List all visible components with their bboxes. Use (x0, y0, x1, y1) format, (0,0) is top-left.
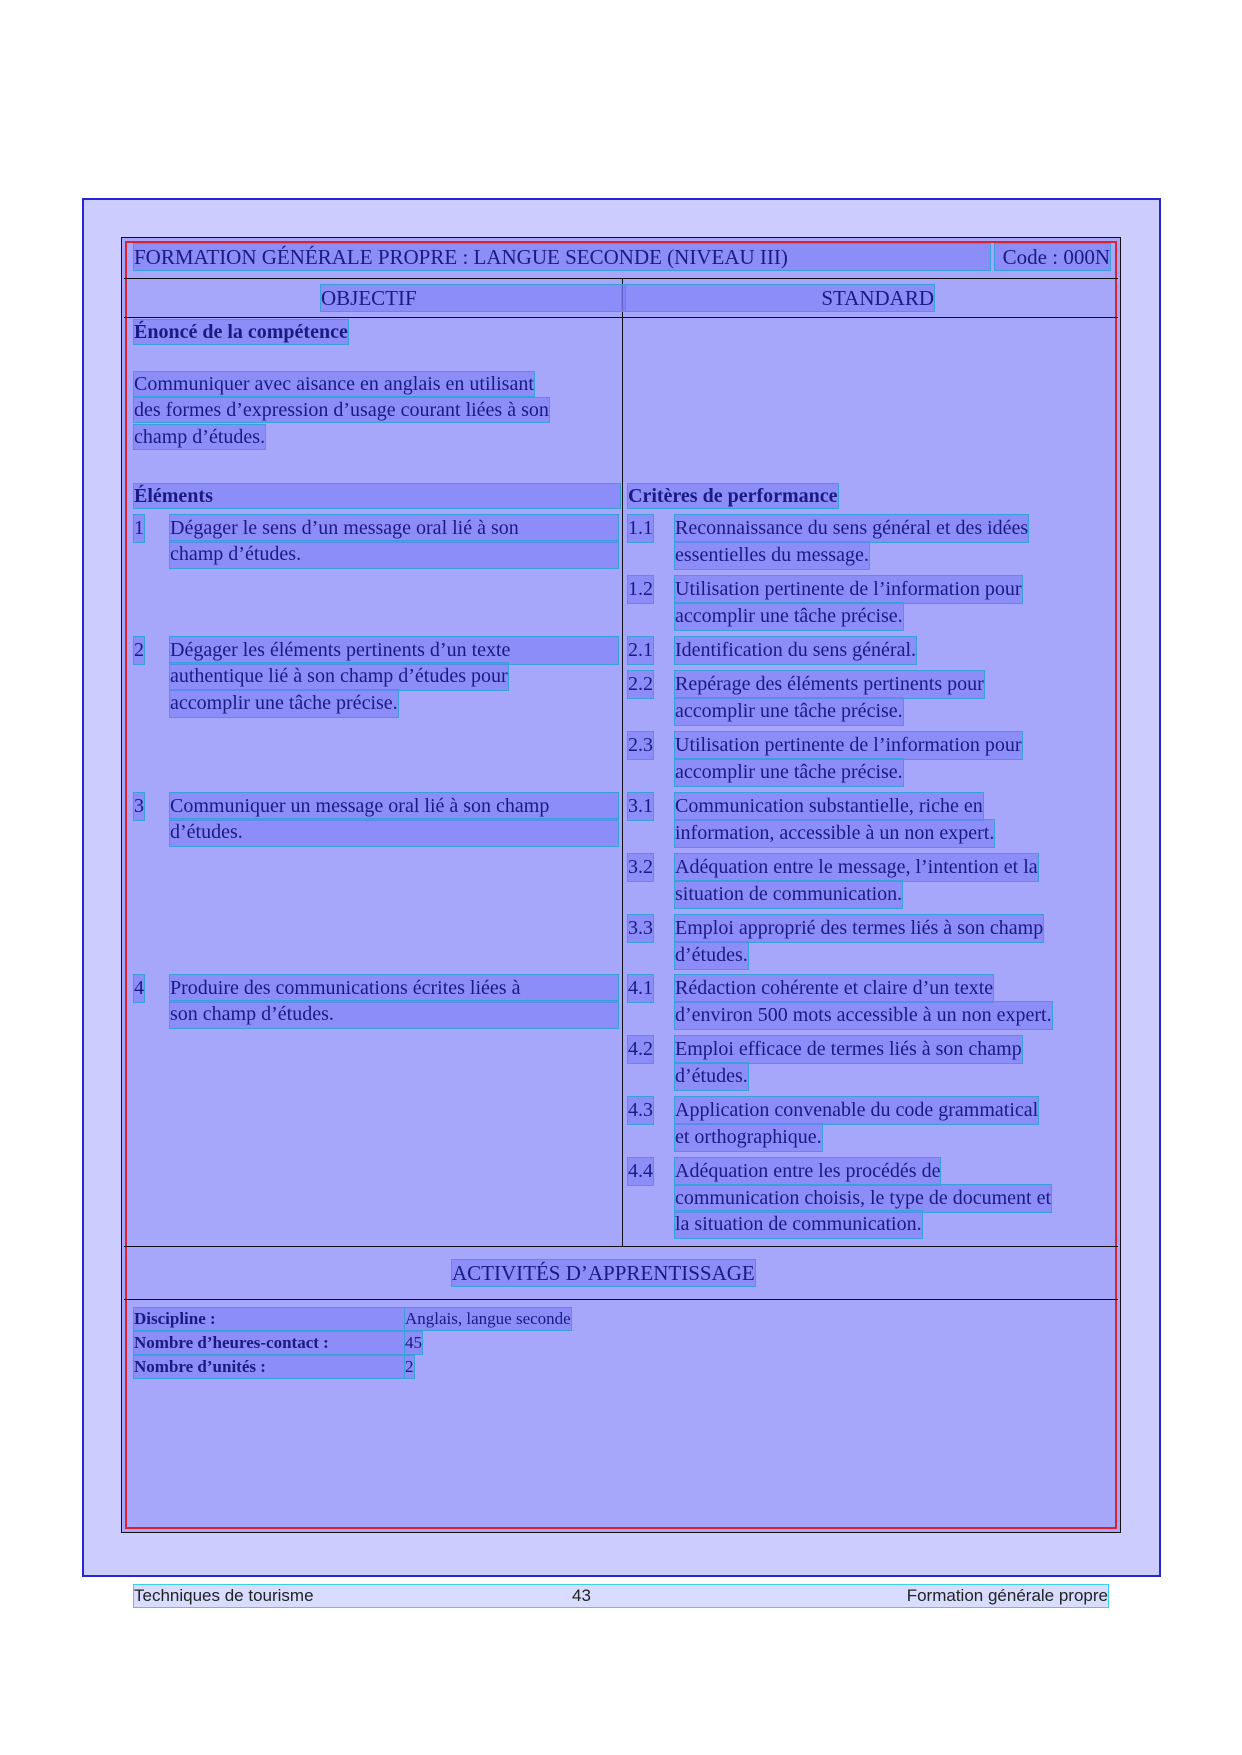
criterion-line: Utilisation pertinente de l’information pour (675, 576, 1022, 603)
criterion-line: Emploi efficace de termes liés à son champ (675, 1036, 1022, 1063)
criterion-line: Application convenable du code grammatical (675, 1097, 1038, 1124)
competence-line: des formes d’expression d’usage courant liées à son (134, 399, 549, 421)
criterion-line: d’études. (675, 942, 748, 969)
columns-divider (124, 317, 1118, 318)
element-number: 2 (134, 637, 144, 664)
criterion-line: et orthographique. (675, 1124, 822, 1151)
criterion-number: 3.2 (628, 854, 653, 881)
activity-label: Nombre d’heures-contact : (134, 1332, 404, 1354)
criterion-number: 2.3 (628, 732, 653, 759)
column-heading-objectif: OBJECTIF (321, 285, 625, 311)
element-line: Dégager le sens d’un message oral lié à son (170, 515, 618, 542)
activities-top-divider (124, 1246, 1118, 1247)
criterion-number: 2.1 (628, 637, 653, 664)
criterion-line: d’études. (675, 1063, 748, 1090)
activity-label: Nombre d’unités : (134, 1356, 404, 1378)
column-separator (622, 278, 623, 1246)
criterion-line: accomplir une tâche précise. (675, 603, 903, 630)
element-line: Communiquer un message oral lié à son champ (170, 793, 618, 820)
activity-value: 45 (405, 1333, 422, 1352)
criterion-line: Rédaction cohérente et claire d’un texte (675, 975, 993, 1002)
criterion-line: accomplir une tâche précise. (675, 698, 903, 725)
activity-label: Discipline : (134, 1308, 404, 1330)
activity-value: Anglais, langue seconde (405, 1309, 571, 1328)
element-line: Produire des communications écrites liées à (170, 975, 618, 1002)
activity-value: 2 (405, 1357, 414, 1376)
criterion-number: 1.1 (628, 515, 653, 542)
criterion-line: d’environ 500 mots accessible à un non expert. (675, 1002, 1052, 1029)
element-line: Dégager les éléments pertinents d’un texte (170, 637, 618, 664)
competence-line: champ d’études. (134, 426, 266, 448)
criterion-line: accomplir une tâche précise. (675, 759, 903, 786)
element-line: d’études. (170, 819, 618, 846)
element-number: 1 (134, 515, 144, 542)
criterion-line: situation de communication. (675, 881, 902, 908)
criterion-line: essentielles du message. (675, 542, 869, 569)
criterion-line: Emploi approprié des termes liés à son champ (675, 915, 1043, 942)
element-number: 3 (134, 793, 144, 820)
element-line: son champ d’études. (170, 1001, 618, 1028)
element-line: authentique lié à son champ d’études pour (170, 663, 508, 690)
criterion-line: Communication substantielle, riche en (675, 793, 983, 820)
criterion-line: communication choisis, le type de document et (675, 1185, 1051, 1212)
criterion-number: 3.3 (628, 915, 653, 942)
competence-heading: Énoncé de la compétence (134, 321, 348, 343)
criterion-line: Adéquation entre les procédés de (675, 1158, 940, 1185)
criterion-line: Repérage des éléments pertinents pour (675, 671, 984, 698)
footer-program: Techniques de tourisme (134, 1586, 314, 1605)
course-code: Code : 000N (995, 244, 1110, 270)
criterion-number: 1.2 (628, 576, 653, 603)
criterion-line: Reconnaissance du sens général et des idées (675, 515, 1028, 542)
document-title: FORMATION GÉNÉRALE PROPRE : LANGUE SECONDE (NIVEAU III) (134, 244, 990, 270)
criterion-line: Utilisation pertinente de l’information pour (675, 732, 1022, 759)
criterion-number: 4.3 (628, 1097, 653, 1124)
element-line: champ d’études. (170, 541, 618, 568)
element-number: 4 (134, 975, 144, 1002)
criterion-line: Adéquation entre le message, l’intention et la (675, 854, 1038, 881)
criterion-number: 2.2 (628, 671, 653, 698)
criterion-number: 4.1 (628, 975, 653, 1002)
activities-heading-divider (124, 1299, 1118, 1300)
criteria-heading: Critères de performance (628, 485, 838, 507)
footer-section: Formation générale propre (906, 1586, 1108, 1605)
footer-page-number: 43 (572, 1586, 591, 1605)
elements-heading: Éléments (134, 484, 620, 508)
criterion-line: la situation de communication. (675, 1211, 922, 1238)
criterion-line: Identification du sens général. (675, 637, 916, 664)
competence-line: Communiquer avec aisance en anglais en utilisant (134, 373, 534, 395)
column-heading-standard: STANDARD (622, 285, 934, 311)
element-line: accomplir une tâche précise. (170, 690, 398, 717)
page-footer (134, 1585, 1108, 1607)
criterion-number: 3.1 (628, 793, 653, 820)
criterion-number: 4.4 (628, 1158, 653, 1185)
criterion-line: information, accessible à un non expert. (675, 820, 994, 847)
activities-heading: ACTIVITÉS D’APPRENTISSAGE (452, 1261, 755, 1285)
criterion-number: 4.2 (628, 1036, 653, 1063)
header-divider (124, 278, 1118, 279)
